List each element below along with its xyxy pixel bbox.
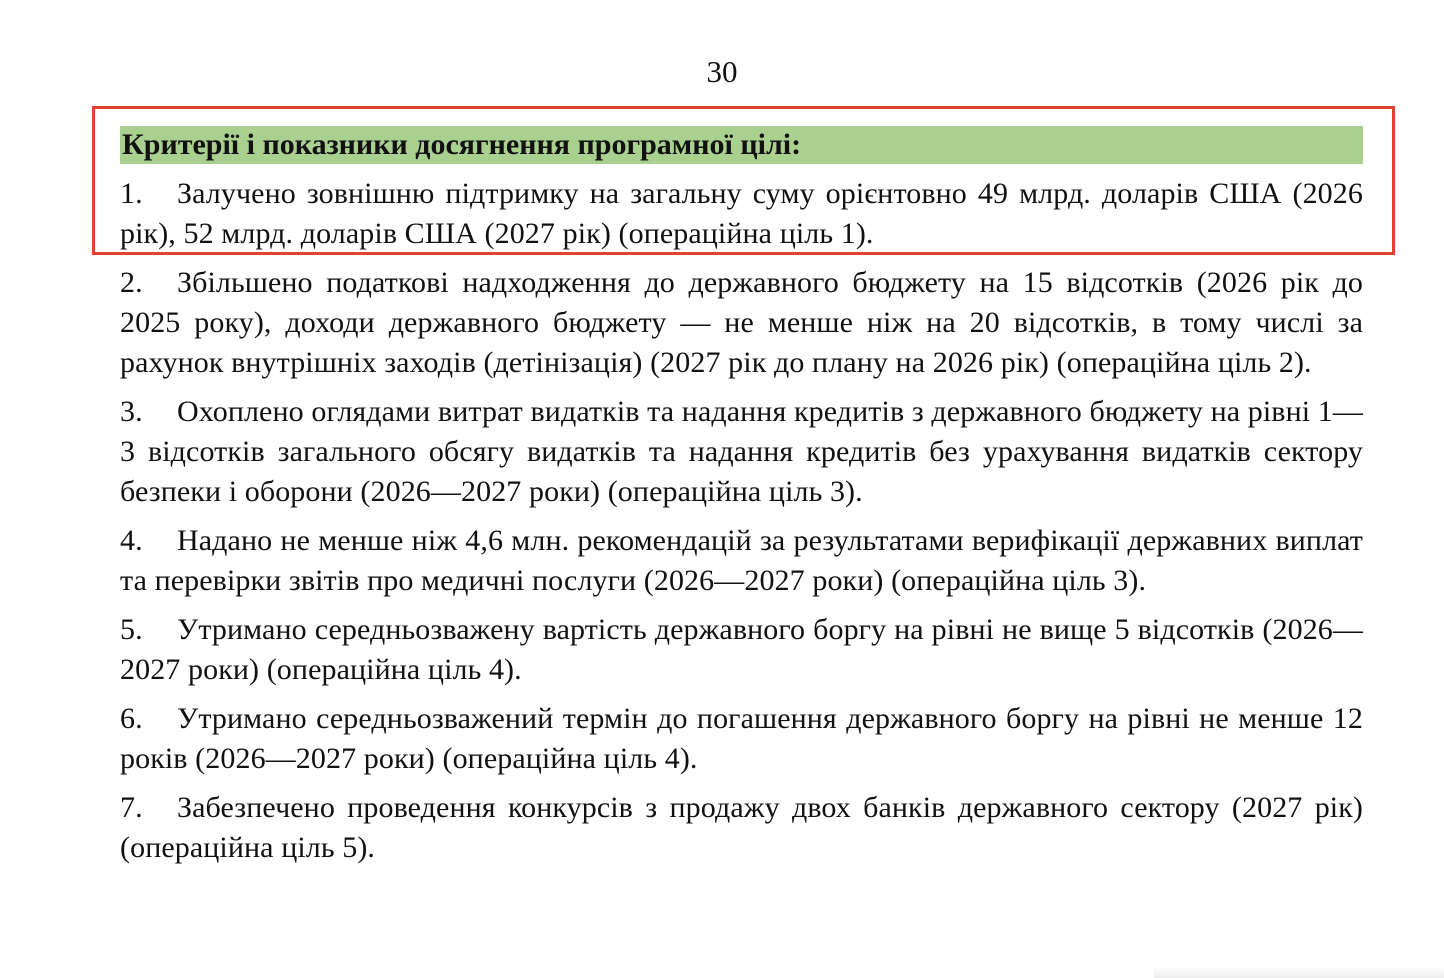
item-text: Утримано середньозважену вартість державного боргу на рівні не вище 5 відсотків (2026—2027 роки) (операційна ціль 4). [120,613,1363,686]
list-item [120,788,1363,868]
item-text: Залучено зовнішню підтримку на загальну суму орієнтовно 49 млрд. доларів США (2026 рік), 52 млрд. доларів США (2027 рік) (операційна ціль 1). [120,177,1363,250]
item-number: 7. [120,791,143,824]
item-number: 4. [120,524,143,557]
item-text: Утримано середньозважений термін до погашення державного боргу на рівні не менше 12 років (2026—2027 роки) (операційна ціль 4). [120,702,1363,775]
bottom-edge-shadow [1154,966,1444,978]
item-number: 5. [120,613,143,646]
item-text: Охоплено оглядами витрат видатків та надання кредитів з державного бюджету на рівні 1—3 відсотків загального обсягу видатків та надання кредитів без урахування видатків сектору безпеки і оборони (2026—2027 роки) (операційна ціль 3). [120,395,1363,508]
item-text: Збільшено податкові надходження до державного бюджету на 15 відсотків (2026 рік до 2025 року), доходи державного бюджету — не менше ніж на 20 відсотків, в тому числі за рахунок внутрішніх заходів (детінізація) (2027 рік до плану на 2026 рік) (операційна ціль 2). [120,266,1363,379]
document-body [120,126,1363,877]
list-item [120,521,1363,601]
list-item [120,699,1363,779]
section-heading: Критерії і показники досягнення програмної цілі: [120,126,1363,164]
page-number: 30 [706,54,738,89]
item-number: 6. [120,702,143,735]
item-text: Надано не менше ніж 4,6 млн. рекомендацій за результатами верифікації державних виплат та перевірки звітів про медичні послуги (2026—2027 роки) (операційна ціль 3). [120,524,1363,597]
item-text: Забезпечено проведення конкурсів з продажу двох банків державного сектору (2027 рік) (операційна ціль 5). [120,791,1363,864]
list-item [120,392,1363,512]
list-item [120,174,1363,254]
item-number: 1. [120,177,143,210]
item-number: 3. [120,395,143,428]
list-item [120,263,1363,383]
item-number: 2. [120,266,143,299]
list-item [120,610,1363,690]
